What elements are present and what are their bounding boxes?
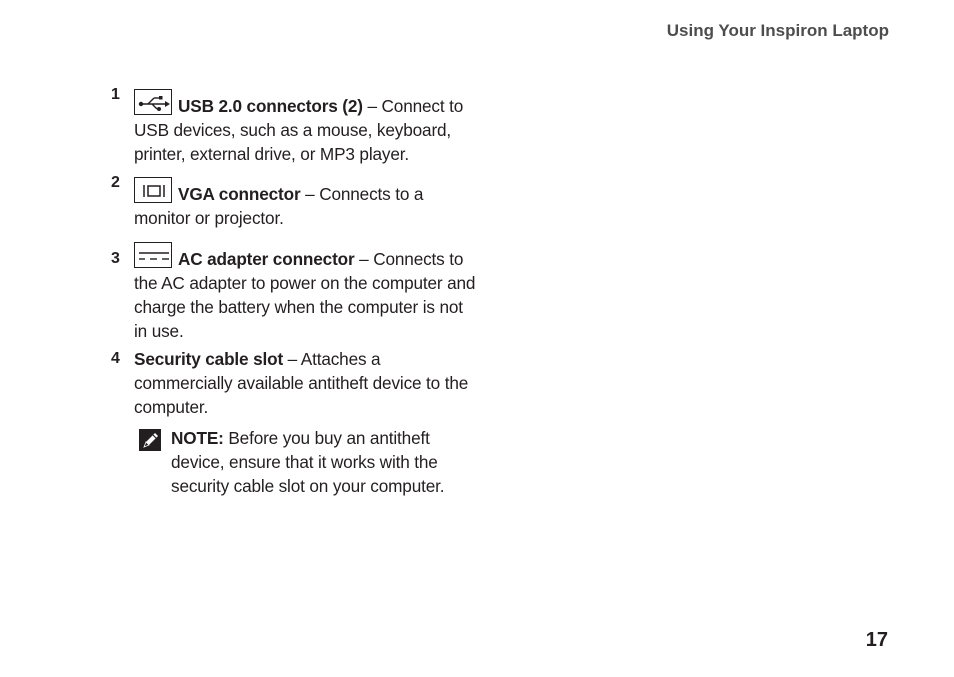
item-description: – Connect to USB devices, such as a mouse, keyboard, printer, external drive, or MP3 player. [134, 96, 464, 164]
item-text [134, 347, 479, 419]
item-term: VGA connector [178, 184, 301, 204]
ac-adapter-icon [134, 242, 172, 268]
note-text [171, 426, 471, 498]
item-term: AC adapter connector [178, 249, 355, 269]
item-number: 1 [111, 86, 120, 103]
item-text [134, 94, 479, 166]
note-body: Before you buy an antitheft device, ensure that it works with the security cable slot on your computer. [171, 428, 445, 496]
item-text [134, 182, 479, 230]
note-label: NOTE: [171, 428, 224, 448]
item-term: USB 2.0 connectors (2) [178, 96, 363, 116]
item-number: 2 [111, 174, 120, 191]
item-description: – Attaches a commercially available antitheft device to the computer. [134, 349, 469, 417]
item-description: – Connects to the AC adapter to power on the computer and charge the battery when the computer is not in use. [134, 249, 476, 341]
running-header: Using Your Inspiron Laptop [666, 21, 889, 40]
item-number: 3 [111, 250, 120, 267]
page-number: 17 [865, 629, 888, 651]
vga-icon [134, 177, 172, 203]
item-text [134, 247, 479, 343]
item-number: 4 [111, 350, 120, 367]
item-description: – Connects to a monitor or projector. [134, 184, 424, 228]
usb-icon [134, 89, 172, 115]
pencil-note-icon [139, 429, 161, 456]
item-term: Security cable slot [134, 349, 284, 369]
